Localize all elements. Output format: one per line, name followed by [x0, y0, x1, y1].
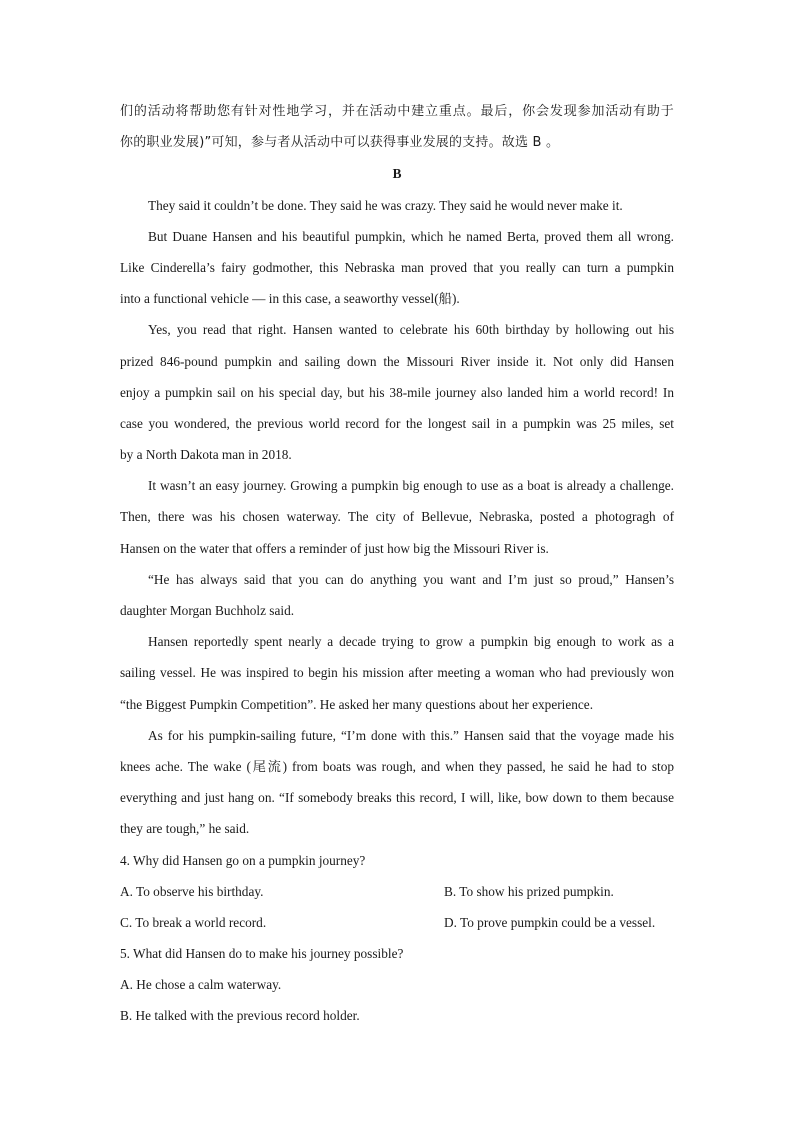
document-page — [120, 96, 674, 1032]
question-4-option-a: A. To observe his birthday. — [120, 883, 264, 899]
question-4-stem: 4. Why did Hansen go on a pumpkin journey? — [120, 852, 366, 868]
question-4-option-b: B. To show his prized pumpkin. — [444, 883, 614, 899]
passage-p3-line-1: Yes, you read that right. Hansen wanted to celebrate his 60th birthday by hollowing out his — [148, 322, 674, 338]
passage-p4-line-3: Hansen on the water that offers a reminder of just how big the Missouri River is. — [120, 540, 549, 556]
question-5-option-b: B. He talked with the previous record holder. — [120, 1008, 360, 1024]
passage-p5-line-2: daughter Morgan Buchholz said. — [120, 603, 295, 618]
passage-p7-line-2: knees ache. The wake (尾流) from boats was rough, and when they passed, he said he had to stop — [120, 758, 674, 774]
question-4-option-d: D. To prove pumpkin could be a vessel. — [444, 914, 656, 930]
question-5-option-a: A. He chose a calm waterway. — [120, 977, 282, 993]
passage-p7-line-3: everything and just hang on. “If somebody breaks this record, I will, like, bow down to them because — [120, 790, 674, 806]
passage-p4-line-1: It wasn’t an easy journey. Growing a pumpkin big enough to use as a boat is already a challenge. — [148, 478, 674, 494]
passage-p4-line-2: Then, there was his chosen waterway. The city of Bellevue, Nebraska, posted a photogragh of — [120, 509, 674, 525]
passage-p2-line-1: But Duane Hansen and his beautiful pumpkin, which he named Berta, proved them all wrong. — [148, 228, 674, 244]
passage-p3-line-2: prized 846-pound pumpkin and sailing down the Missouri River inside it. Not only did Hansen — [120, 353, 674, 369]
question-5-stem: 5. What did Hansen do to make his journey possible? — [120, 946, 404, 962]
passage-p5-line-1: “He has always said that you can do anything you want and I’m just so proud,” Hansen’s — [148, 571, 674, 587]
question-4-options-row-1 — [120, 876, 674, 907]
passage-p1-line-1: They said it couldn’t be done. They said he was crazy. They said he would never make it. — [148, 197, 623, 213]
passage-p2-line-2: Like Cinderella’s fairy godmother, this Nebraska man proved that you really can turn a pumpkin — [120, 259, 674, 275]
passage-p2-line-3: into a functional vehicle — in this case, a seaworthy vessel(船). — [120, 291, 460, 307]
passage-p6-line-2: sailing vessel. He was inspired to begin his mission after meeting a woman who had previously won — [120, 665, 674, 681]
passage-p6-line-3: “the Biggest Pumpkin Competition”. He asked her many questions about her experience. — [120, 696, 594, 712]
passage-p3-line-5: by a North Dakota man in 2018. — [120, 447, 292, 463]
intro-line-2: 你的职业发展)”可知，参与者从活动中可以获得事业发展的支持。故选 B 。 — [120, 135, 560, 151]
passage-p7-line-4: they are tough,” he said. — [120, 821, 250, 837]
question-4-option-c: C. To break a world record. — [120, 914, 267, 930]
passage-p7-line-1: As for his pumpkin-sailing future, “I’m done with this.” Hansen said that the voyage made his — [148, 727, 674, 743]
passage-p6-line-1: Hansen reportedly spent nearly a decade trying to grow a pumpkin big enough to work as a — [148, 634, 674, 650]
intro-line-1: 们的活动将帮助您有针对性地学习，并在活动中建立重点。最后，你会发现参加活动有助于 — [120, 104, 674, 119]
passage-p3-line-4: case you wondered, the previous world record for the longest sail in a pumpkin was 25 miles, set — [120, 415, 674, 431]
section-label: B — [392, 166, 402, 182]
question-4-options-row-2 — [120, 907, 674, 938]
passage-p3-line-3: enjoy a pumpkin sail on his special day, but his 38-mile journey also landed him a world record! In — [120, 384, 674, 400]
